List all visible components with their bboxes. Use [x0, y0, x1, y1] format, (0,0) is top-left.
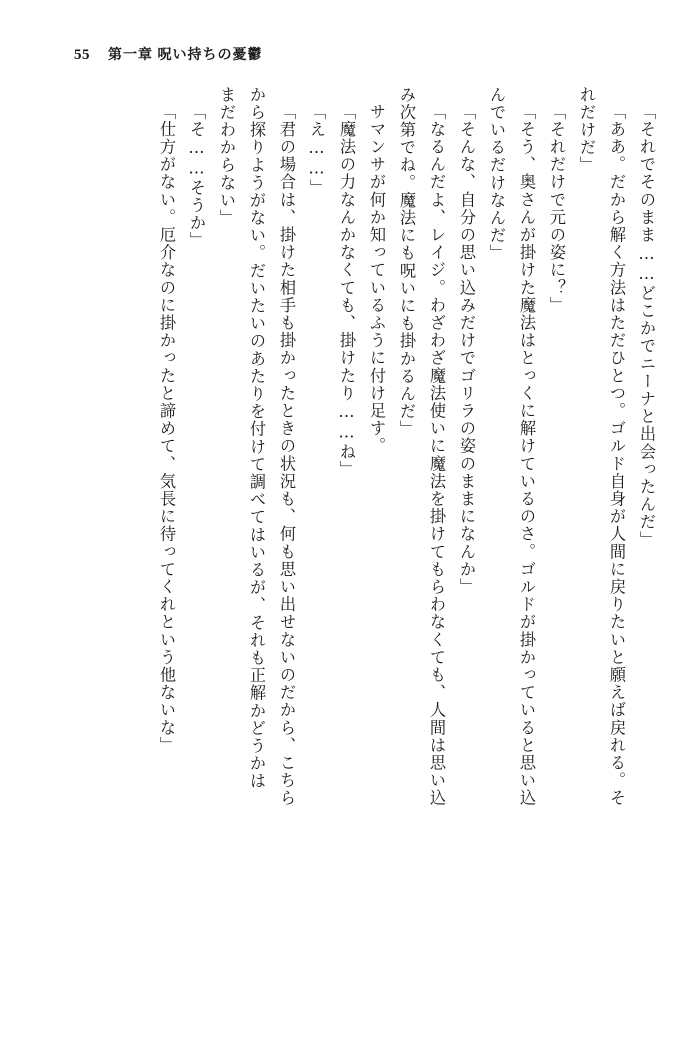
text-column: 「君の場合は、掛けた相手も掛かったときの状況も、何も思い出せないのだから、こちら	[277, 103, 296, 807]
text-column: 「それだけで元の姿に？」	[547, 103, 566, 315]
text-column: 「魔法の力なんかなくても、掛けたり……ね」	[337, 103, 356, 479]
text-column: 「そう、奥さんが掛けた魔法はとっくに解けているのさ。ゴルドが掛かっていると思い込	[517, 103, 536, 807]
text-column: 「え……」	[307, 103, 326, 197]
text-column: から探りようがない。だいたいのあたりを付けて調べてはいるが、それも正解かどうかは	[247, 86, 266, 790]
text-column: 「ああ。だから解く方法はただひとつ。ゴルド自身が人間に戻りたいと願えば戻れる。そ	[607, 103, 626, 807]
text-column: んでいるだけなんだ」	[487, 86, 506, 262]
text-column: 「そんな、自分の思い込みだけでゴリラの姿のままになんか」	[457, 103, 476, 596]
text-column: まだわからない」	[217, 86, 236, 227]
chapter-title: 第一章 呪い持ちの憂鬱	[108, 48, 263, 63]
text-column: 「仕方がない。厄介なのに掛かったと諦めて、気長に待ってくれという他ないな」	[157, 103, 176, 755]
text-column: れだけだ」	[577, 86, 596, 174]
text-column: 「それでそのまま……どこかでニーナと出会ったんだ」	[637, 103, 656, 549]
text-column: 「なるんだよ、レイジ。わざわざ魔法使いに魔法を掛けてもらわなくても、人間は思い込	[427, 103, 446, 807]
text-column: み次第でね。魔法にも呪いにも掛かるんだ」	[397, 86, 416, 438]
page-number: 55	[74, 47, 90, 63]
text-column: サマンサが何か知っているふうに付け足す。	[367, 103, 386, 455]
text-column: 「そ……そうか」	[187, 103, 206, 250]
page-header	[74, 44, 263, 64]
vertical-text-body	[46, 86, 654, 1016]
